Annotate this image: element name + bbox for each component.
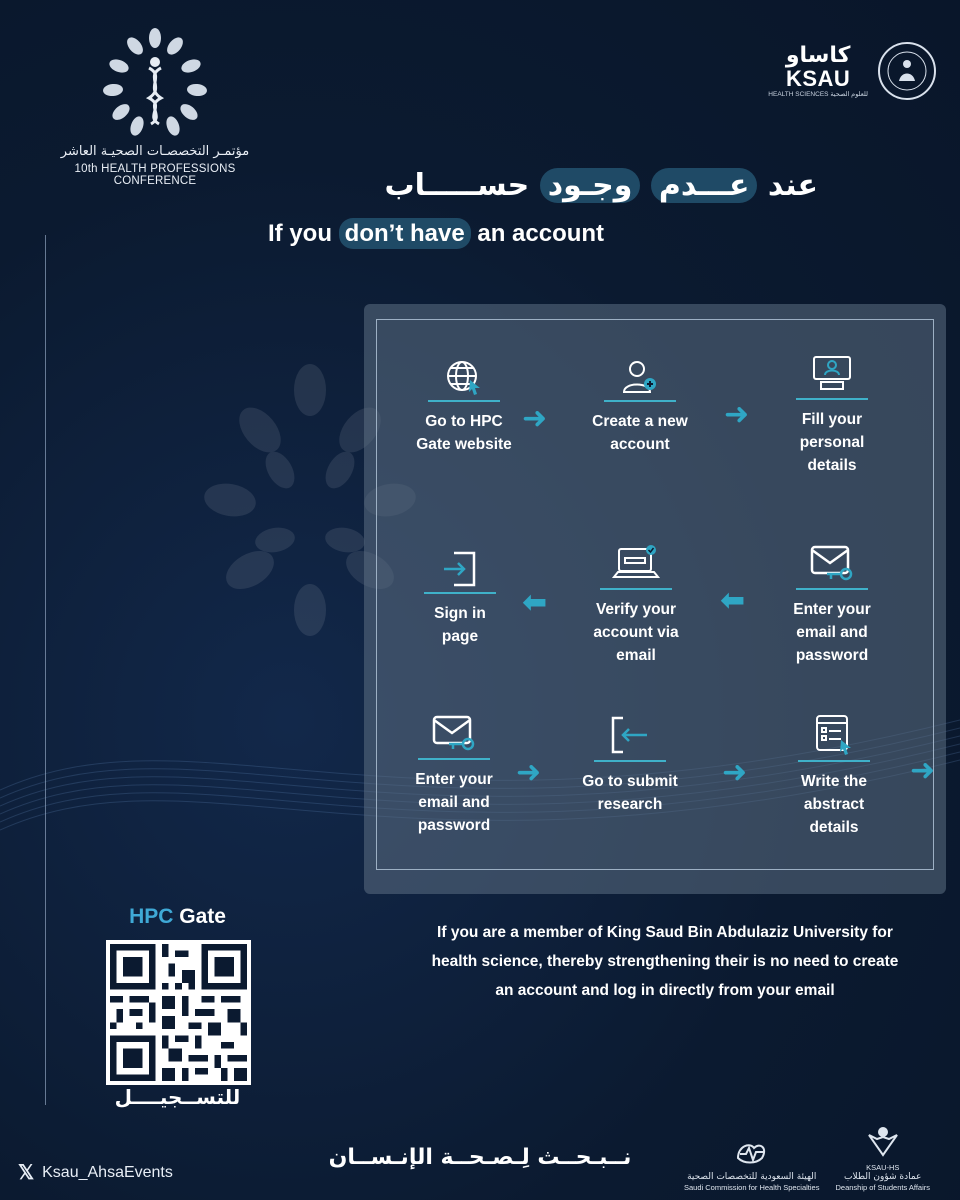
step-label-line: Gate website — [416, 436, 512, 453]
step-label-line: Enter your — [793, 601, 871, 618]
scfhs-logo — [684, 1138, 819, 1192]
arrow-right-icon: ➜ — [910, 753, 936, 788]
step-label-line: details — [807, 457, 857, 474]
step-enter-email-password-login — [384, 714, 524, 837]
step-label-line: Fill your — [801, 411, 863, 428]
footer-logos — [684, 1125, 930, 1192]
mail-key-icon — [809, 544, 855, 584]
mail-key-icon — [431, 714, 477, 754]
arrow-left-icon: ⬅ — [522, 585, 548, 620]
step-label-line: email and — [796, 624, 868, 641]
social-handle[interactable] — [18, 1160, 173, 1185]
vertical-divider — [45, 235, 46, 1105]
deanship-abbr: KSAU-HS — [866, 1163, 900, 1172]
step-label — [566, 598, 706, 667]
heading-en-part-2: an account — [470, 220, 605, 247]
step-underline — [796, 588, 868, 590]
step-label-line: password — [795, 647, 869, 664]
step-label-line: details — [809, 819, 859, 836]
step-label-line: Sign in — [434, 605, 486, 622]
ksau-sub-en: HEALTH SCIENCES — [768, 91, 829, 98]
step-label — [390, 602, 530, 648]
step-label-line: Verify your — [595, 601, 677, 618]
member-note — [392, 918, 938, 1005]
slogan: نــبـحــث لِـصـحــة الإنـســان — [328, 1145, 632, 1170]
scfhs-name-en: Saudi Commission for Health Specialties — [684, 1183, 820, 1192]
ksau-logo — [768, 36, 936, 106]
qr-code[interactable] — [106, 940, 251, 1085]
social-handle-text: Ksau_AhsaEvents — [42, 1163, 173, 1181]
ksau-seal-icon — [878, 42, 936, 100]
sign-in-icon — [440, 550, 480, 588]
step-label-line: account — [610, 436, 670, 453]
deanship-name-en: Deanship of Students Affairs — [835, 1183, 930, 1192]
step-underline — [798, 760, 870, 762]
qr-title-rest: Gate — [173, 905, 226, 928]
step-label — [762, 408, 902, 477]
laptop-check-icon — [611, 544, 661, 584]
heading-ar-gap — [640, 168, 650, 203]
heading-ar-highlight-2: وجـود — [540, 168, 641, 203]
step-label-line: personal — [799, 434, 865, 451]
step-underline — [424, 592, 496, 594]
step-label-line: account via — [593, 624, 679, 641]
step-create-account — [570, 358, 710, 456]
step-label — [384, 768, 524, 837]
step-label-line: abstract — [803, 796, 865, 813]
step-underline — [418, 758, 490, 760]
step-label-line: email — [616, 647, 656, 664]
conference-name-en: 10th HEALTH PROFESSIONS CONFERENCE — [74, 163, 236, 187]
step-label — [764, 770, 904, 839]
step-go-to-submit-research — [560, 714, 700, 816]
heading-english — [268, 220, 604, 248]
heading-en-part-1: If you — [268, 220, 339, 247]
step-label — [394, 410, 534, 456]
step-label-line: page — [441, 628, 479, 645]
x-logo-icon: 𝕏 — [18, 1162, 35, 1184]
submit-door-icon — [609, 714, 651, 756]
step-label-line: Go to HPC — [425, 413, 503, 430]
arrow-right-icon: ➜ — [522, 401, 548, 436]
globe-cursor-icon — [444, 358, 484, 396]
step-sign-in-page — [390, 550, 530, 648]
step-enter-email-password — [762, 544, 902, 667]
heading-ar-part-1: عند — [757, 168, 818, 203]
ksau-sub-ar: للعلوم الصحية — [830, 91, 868, 98]
deanship-name-ar: عمادة شؤون الطلاب — [844, 1172, 922, 1182]
step-label-line: research — [597, 796, 663, 813]
heading-ar-highlight-1: عـــدم — [651, 168, 758, 203]
step-underline — [604, 400, 676, 402]
scfhs-name-ar: الهيئة السعودية للتخصصات الصحية — [687, 1172, 817, 1182]
heading-en-highlight: don’t have — [339, 218, 471, 249]
heading-ar-part-2: حســـــاب — [384, 168, 540, 203]
step-label-line: Write the — [800, 773, 868, 790]
arrow-right-icon: ➜ — [724, 397, 750, 432]
profile-form-icon — [811, 354, 853, 394]
ksau-name-en: KSAU — [785, 66, 851, 91]
step-label-line: email and — [418, 794, 490, 811]
scfhs-emblem-icon — [732, 1138, 772, 1168]
step-write-abstract — [764, 712, 904, 839]
note-line: an account and log in directly from your email — [495, 982, 835, 999]
step-label — [570, 410, 710, 456]
arrow-right-icon: ➜ — [722, 755, 748, 790]
ksau-name-ar: كاساو — [785, 43, 851, 68]
note-line: health science, thereby strengthening their is no need to create — [431, 953, 899, 970]
step-underline — [594, 760, 666, 762]
qr-code-icon — [110, 944, 247, 1081]
note-line: If you are a member of King Saud Bin Abdulaziz University for — [437, 924, 893, 941]
deanship-emblem-icon — [865, 1125, 901, 1159]
step-label — [762, 598, 902, 667]
step-underline — [600, 588, 672, 590]
step-label-line: Enter your — [415, 771, 493, 788]
step-label — [560, 770, 700, 816]
step-underline — [428, 400, 500, 402]
step-fill-personal-details — [762, 354, 902, 477]
step-go-to-hpc-gate — [394, 358, 534, 456]
step-verify-account — [566, 544, 706, 667]
conference-leaf-emblem-icon — [95, 28, 215, 138]
arrow-right-icon: ➜ — [516, 755, 542, 790]
step-label-line: Create a new — [592, 413, 688, 430]
deanship-logo — [835, 1125, 930, 1192]
step-label-line: Go to submit — [582, 773, 678, 790]
qr-title-accent: HPC — [129, 905, 174, 928]
qr-title — [100, 905, 255, 929]
heading-arabic — [384, 168, 818, 203]
step-label-line: password — [417, 817, 491, 834]
arrow-left-icon: ⬅ — [720, 583, 746, 618]
conference-name-ar: مؤتمـر التخصصـات الصحيـة العاشر — [60, 144, 250, 159]
user-add-icon — [620, 358, 660, 396]
qr-caption: للتســجيــــل — [114, 1085, 241, 1109]
checklist-icon — [813, 712, 855, 756]
conference-logo — [40, 28, 270, 187]
step-underline — [796, 398, 868, 400]
